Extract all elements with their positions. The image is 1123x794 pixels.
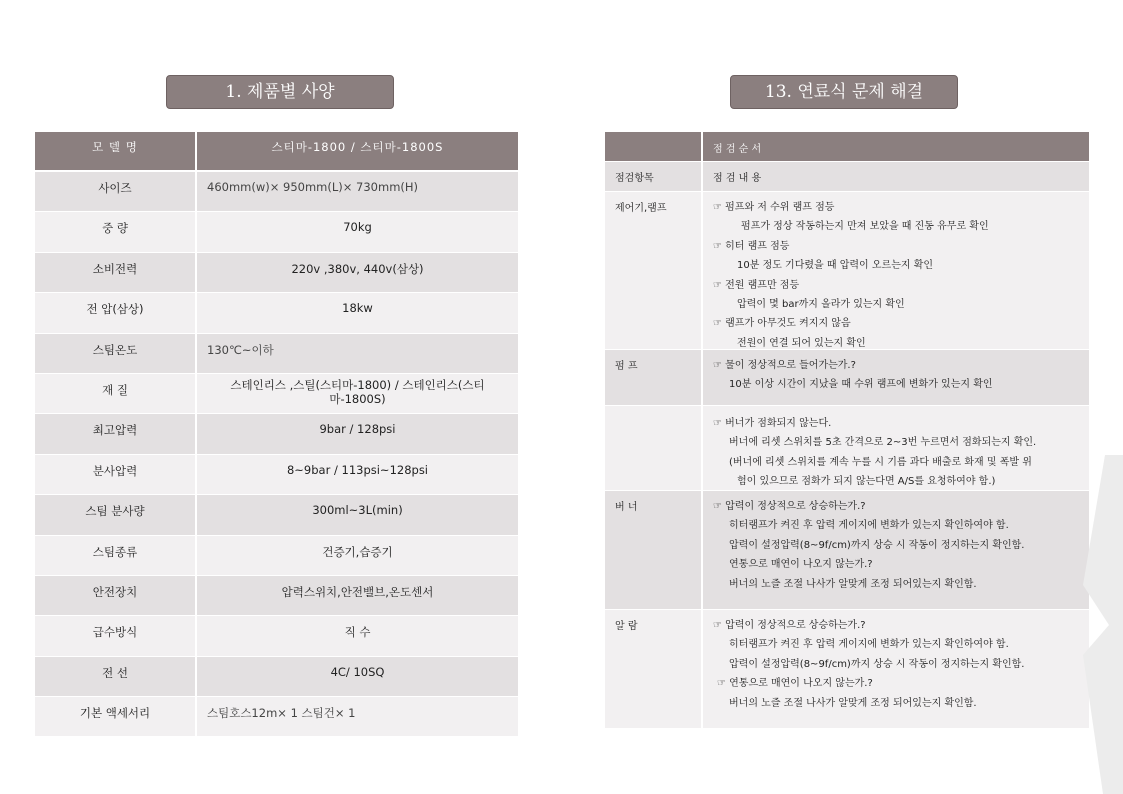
spec-row bbox=[35, 697, 518, 737]
spec-value: 건증기,습증기 bbox=[195, 536, 518, 575]
trouble-line: 압력이 몇 bar까지 올라가 있는지 확인 bbox=[737, 298, 905, 310]
spec-row bbox=[35, 455, 518, 495]
trouble-subheader-label: 점검항목 bbox=[615, 173, 654, 184]
spec-row bbox=[35, 172, 518, 212]
trouble-item-content bbox=[701, 491, 1089, 609]
trouble-section-pump bbox=[605, 350, 1089, 406]
trouble-subheader-value: 점 검 내 용 bbox=[701, 162, 1089, 191]
spec-value: 직 수 bbox=[195, 616, 518, 655]
spec-row bbox=[35, 495, 518, 535]
trouble-item-label: 펌 프 bbox=[615, 361, 638, 372]
trouble-line: 버너에 리셋 스위치를 5초 간격으로 2~3번 누르면서 점화되는지 확인. bbox=[729, 437, 1037, 449]
trouble-section-ignition bbox=[605, 406, 1089, 491]
trouble-line: 히터램프가 켜진 후 압력 게이지에 변화가 있는지 확인하여야 함. bbox=[729, 520, 1009, 532]
chevron-shape bbox=[1083, 455, 1123, 794]
trouble-item-label: 제어기,램프 bbox=[615, 203, 667, 214]
spec-row bbox=[35, 414, 518, 454]
troubleshooting-title: 13. 연료식 문제 해결 bbox=[730, 75, 958, 109]
spec-value: 9bar / 128psi bbox=[195, 414, 518, 453]
spec-row bbox=[35, 576, 518, 616]
trouble-section-controller bbox=[605, 192, 1089, 350]
spec-header-value: 스티마-1800 / 스티마-1800S bbox=[195, 132, 518, 170]
trouble-line: 히터램프가 켜진 후 압력 게이지에 변화가 있는지 확인하여야 함. bbox=[729, 639, 1009, 651]
spec-row bbox=[35, 334, 518, 374]
trouble-header-label: 점 검 순 서 bbox=[701, 132, 1089, 161]
spec-row bbox=[35, 253, 518, 293]
spec-value: 70kg bbox=[195, 212, 518, 251]
trouble-line: ☞ 펌프와 저 수위 램프 점등 bbox=[713, 202, 835, 213]
trouble-line: 압력이 설정압력(8~9f/cm)까지 상승 시 작동이 정지하는지 확인함. bbox=[729, 658, 1025, 670]
spec-value: 압력스위치,안전밸브,온도센서 bbox=[195, 576, 518, 615]
trouble-line: ☞ 연통으로 매연이 나오지 않는가.? bbox=[717, 678, 873, 690]
spec-value: 130℃~이하 bbox=[195, 334, 518, 373]
trouble-line: 험이 있으므로 점화가 되지 않는다면 A/S를 요청하여야 함.) bbox=[737, 476, 996, 488]
spec-value: 스테인리스 ,스틸(스티마-1800) / 스테인리스(스티마-1800S) bbox=[195, 374, 518, 413]
trouble-line: (버너에 리셋 스위치를 계속 누를 시 기름 과다 배출로 화재 및 폭발 위 bbox=[729, 456, 1032, 468]
trouble-item-content bbox=[701, 406, 1089, 490]
spec-label: 재 질 bbox=[102, 382, 128, 397]
trouble-line: 전원이 연결 되어 있는지 확인 bbox=[737, 337, 866, 349]
trouble-line: ☞ 물이 정상적으로 들어가는가.? bbox=[713, 360, 856, 371]
trouble-item-label: 버 너 bbox=[615, 502, 638, 513]
spec-header-row bbox=[35, 132, 518, 172]
spec-table bbox=[35, 132, 518, 737]
trouble-line: ☞ 전원 램프만 점등 bbox=[713, 279, 800, 291]
spec-label: 전 선 bbox=[102, 665, 128, 680]
trouble-item-label bbox=[605, 406, 701, 490]
spec-value: 460mm(w)× 950mm(L)× 730mm(H) bbox=[195, 172, 518, 211]
spec-value: 4C/ 10SQ bbox=[195, 657, 518, 696]
chevron-decoration bbox=[1083, 455, 1123, 794]
spec-row bbox=[35, 616, 518, 656]
spec-label: 사이즈 bbox=[98, 181, 132, 195]
spec-row bbox=[35, 657, 518, 697]
spec-value: 220v ,380v, 440v(삼상) bbox=[195, 253, 518, 292]
trouble-item-content bbox=[701, 610, 1089, 728]
trouble-line: ☞ 압력이 정상적으로 상승하는가.? bbox=[713, 620, 866, 631]
spec-label: 급수방식 bbox=[92, 625, 138, 640]
spec-label: 스팀 분사량 bbox=[85, 504, 145, 519]
trouble-section-alarm bbox=[605, 610, 1089, 729]
trouble-item-label: 알 람 bbox=[615, 621, 638, 632]
spec-label: 전 압(삼상) bbox=[86, 302, 144, 317]
trouble-line: 10분 정도 기다렸을 때 압력이 오르는지 확인 bbox=[737, 260, 934, 272]
spec-label: 중 량 bbox=[102, 221, 128, 236]
spec-label: 스팀온도 bbox=[92, 342, 138, 357]
spec-row bbox=[35, 374, 518, 414]
trouble-line: ☞ 히터 램프 점등 bbox=[713, 240, 790, 252]
trouble-line: 연통으로 매연이 나오지 않는가.? bbox=[729, 559, 873, 571]
spec-label: 스팀종류 bbox=[92, 544, 138, 559]
trouble-line: 10분 이상 시간이 지났을 때 수위 램프에 변화가 있는지 확인 bbox=[729, 379, 993, 391]
trouble-subheader-row bbox=[605, 162, 1089, 192]
trouble-line: ☞ 버너가 점화되지 않는다. bbox=[713, 418, 832, 429]
troubleshooting-table bbox=[605, 132, 1089, 729]
trouble-item-content bbox=[701, 192, 1089, 349]
trouble-line: 버너의 노즐 조절 나사가 알맞게 조정 되어있는지 확인함. bbox=[729, 697, 977, 709]
spec-label: 안전장치 bbox=[92, 584, 138, 599]
trouble-header-blank bbox=[605, 132, 701, 161]
spec-header-label: 모 델 명 bbox=[92, 140, 138, 154]
trouble-line: 압력이 설정압력(8~9f/cm)까지 상승 시 작동이 정지하는지 확인함. bbox=[729, 539, 1025, 551]
trouble-line: 버너의 노즐 조절 나사가 알맞게 조정 되어있는지 확인함. bbox=[729, 578, 977, 590]
spec-value: 300ml~3L(min) bbox=[195, 495, 518, 534]
spec-row bbox=[35, 212, 518, 252]
spec-label: 기본 액세서리 bbox=[79, 706, 151, 721]
trouble-section-burner bbox=[605, 491, 1089, 610]
spec-value: 스팀호스12m× 1 스팀건× 1 bbox=[195, 697, 518, 736]
spec-label: 최고압력 bbox=[92, 423, 138, 438]
spec-value: 18kw bbox=[195, 293, 518, 332]
spec-value: 8~9bar / 113psi~128psi bbox=[195, 455, 518, 494]
trouble-line: ☞ 압력이 정상적으로 상승하는가.? bbox=[713, 501, 866, 512]
trouble-line: 펌프가 정상 작동하는지 만져 보았을 때 진동 유무로 확인 bbox=[741, 221, 989, 233]
spec-label: 분사압력 bbox=[92, 463, 138, 478]
spec-row bbox=[35, 536, 518, 576]
spec-label: 소비전력 bbox=[92, 261, 138, 276]
spec-row bbox=[35, 293, 518, 333]
trouble-line: ☞ 램프가 아무것도 켜지지 않음 bbox=[713, 318, 851, 330]
spec-title: 1. 제품별 사양 bbox=[166, 75, 394, 109]
trouble-item-content bbox=[701, 350, 1089, 405]
trouble-header-row bbox=[605, 132, 1089, 162]
